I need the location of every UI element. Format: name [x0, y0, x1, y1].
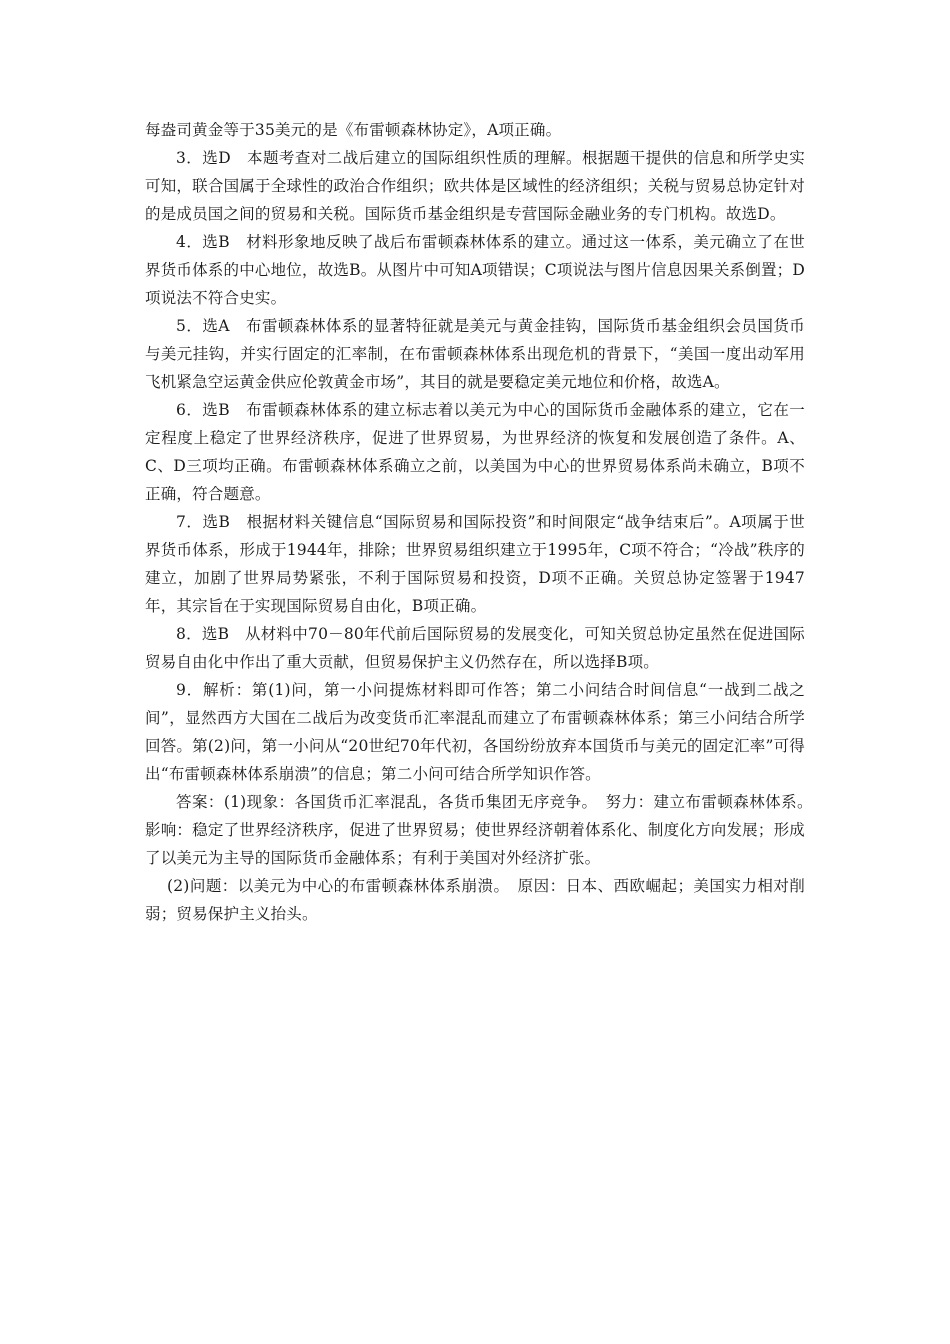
- paragraph-answer-8: 8．选B 从材料中70－80年代前后国际贸易的发展变化，可知关贸总协定虽然在促进国际贸易自由化中作出了重大贡献，但贸易保护主义仍然存在，所以选择B项。: [145, 625, 805, 671]
- paragraph-answer-6: 6．选B 布雷顿森林体系的建立标志着以美元为中心的国际货币金融体系的建立，它在一定程度上稳定了世界经济秩序，促进了世界贸易，为世界经济的恢复和发展创造了条件。A、C、D三项均正确。布雷顿森林体系确立之前，以美国为中心的世界贸易体系尚未确立，B项不正确，符合题意。: [145, 401, 805, 503]
- paragraph-answer-5: 5．选A 布雷顿森林体系的显著特征就是美元与黄金挂钩，国际货币基金组织会员国货币与美元挂钩，并实行固定的汇率制，在布雷顿森林体系出现危机的背景下，“美国一度出动军用飞机紧急空运黄金供应伦敦黄金市场”，其目的就是要稳定美元地位和价格，故选A。: [145, 317, 805, 391]
- document-page: [145, 116, 821, 928]
- paragraph-answer-7: 7．选B 根据材料关键信息“国际贸易和国际投资”和时间限定“战争结束后”。A项属于世界货币体系，形成于1944年，排除；世界贸易组织建立于1995年，C项不符合；“冷战”秩序的建立，加剧了世界局势紧张，不利于国际贸易和投资，D项不正确。关贸总协定签署于1947年，其宗旨在于实现国际贸易自由化，B项正确。: [145, 513, 805, 615]
- paragraph-answer-9-part2: (2)问题：以美元为中心的布雷顿森林体系崩溃。 原因：日本、西欧崛起；美国实力相对削弱；贸易保护主义抬头。: [145, 877, 805, 923]
- paragraph-answer-4: 4．选B 材料形象地反映了战后布雷顿森林体系的建立。通过这一体系，美元确立了在世界货币体系的中心地位，故选B。从图片中可知A项错误；C项说法与图片信息因果关系倒置；D项说法不符合史实。: [145, 233, 805, 307]
- paragraph-answer-3: 3．选D 本题考查对二战后建立的国际组织性质的理解。根据题干提供的信息和所学史实可知，联合国属于全球性的政治合作组织；欧共体是区域性的经济组织；关税与贸易总协定针对的是成员国之间的贸易和关税。国际货币基金组织是专营国际金融业务的专门机构。故选D。: [145, 149, 805, 223]
- paragraph-answer-9-analysis: 9．解析：第(1)问，第一小问提炼材料即可作答；第二小问结合时间信息“一战到二战之间”，显然西方大国在二战后为改变货币汇率混乱而建立了布雷顿森林体系；第三小问结合所学回答。第(2)问，第一小问从“20世纪70年代初，各国纷纷放弃本国货币与美元的固定汇率”可得出“布雷顿森林体系崩溃”的信息；第二小问可结合所学知识作答。: [145, 681, 805, 783]
- paragraph-answer-9-part1: 答案：(1)现象：各国货币汇率混乱，各货币集团无序竞争。 努力：建立布雷顿森林体系。 影响：稳定了世界经济秩序，促进了世界贸易；使世界经济朝着体系化、制度化方向发展；形成了以美元为主导的国际货币金融体系；有利于美国对外经济扩张。: [145, 793, 821, 867]
- paragraph-answer-2-continuation: 每盎司黄金等于35美元的是《布雷顿森林协定》，A项正确。: [145, 121, 562, 139]
